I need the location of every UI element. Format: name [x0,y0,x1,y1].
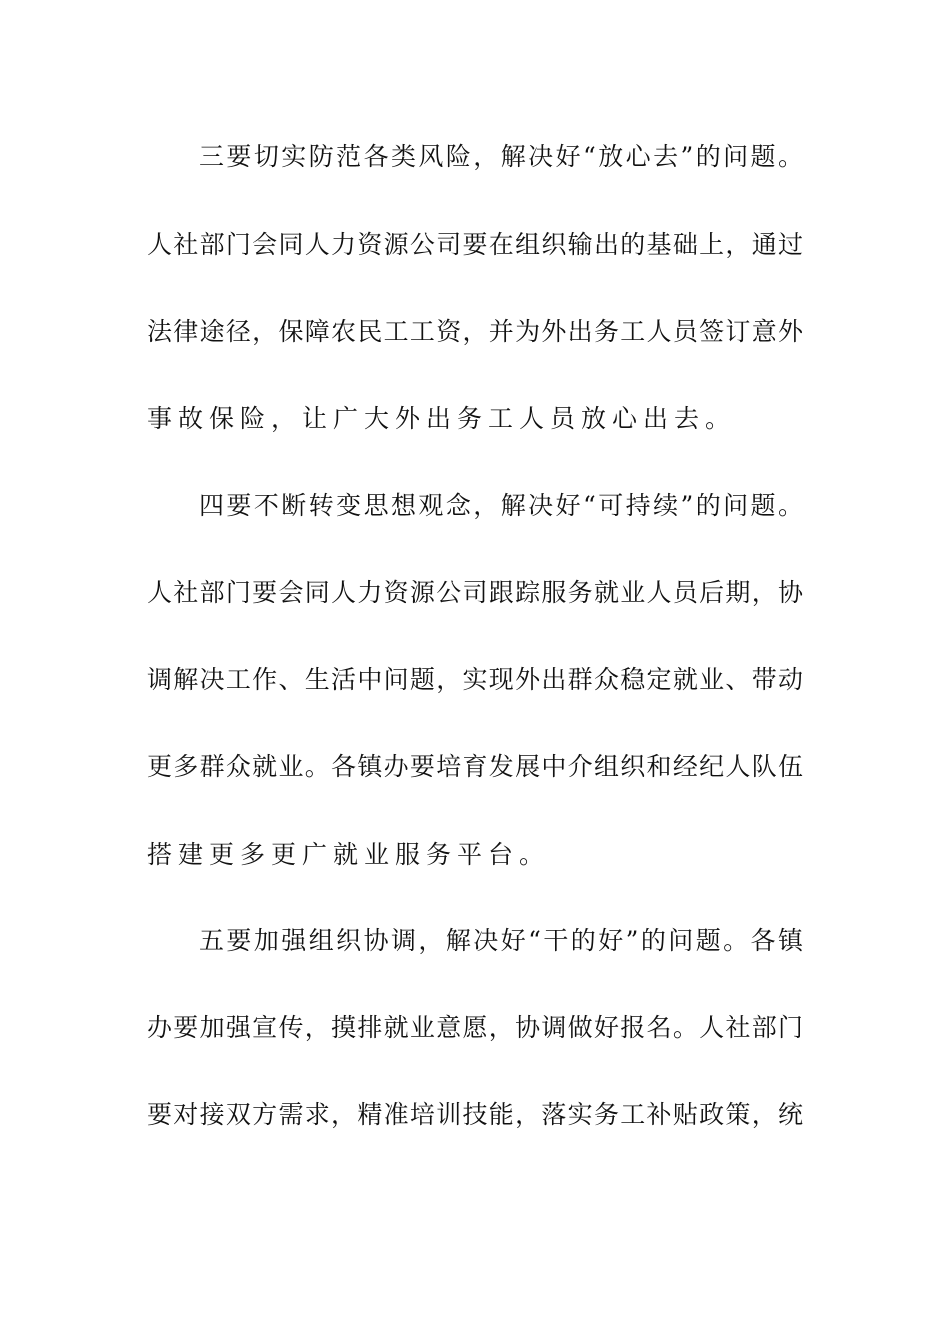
paragraph-line: 法律途径，保障农民工工资，并为外出务工人员签订意外 [147,317,803,346]
paragraph-line: 人社部门要会同人力资源公司跟踪服务就业人员后期，协 [147,578,803,607]
paragraph-line: 三要切实防范各类风险，解决好“放心去”的问题。 [199,142,803,171]
paragraph-line: 调解决工作、生活中问题，实现外出群众稳定就业、带动 [147,665,803,694]
paragraph-line: 办要加强宣传，摸排就业意愿，协调做好报名。人社部门 [147,1013,803,1042]
paragraph-line: 搭建更多更广就业服务平台。 [147,840,551,869]
paragraph-line: 要对接双方需求，精准培训技能，落实务工补贴政策，统 [147,1100,803,1129]
paragraph-line: 更多群众就业。各镇办要培育发展中介组织和经纪人队伍 [147,752,803,781]
paragraph-line: 四要不断转变思想观念，解决好“可持续”的问题。 [199,491,803,520]
paragraph-line: 事故保险，让广大外出务工人员放心出去。 [147,404,737,433]
paragraph-line: 人社部门会同人力资源公司要在组织输出的基础上，通过 [147,230,803,259]
paragraph-line: 五要加强组织协调，解决好“干的好”的问题。各镇 [199,926,803,955]
